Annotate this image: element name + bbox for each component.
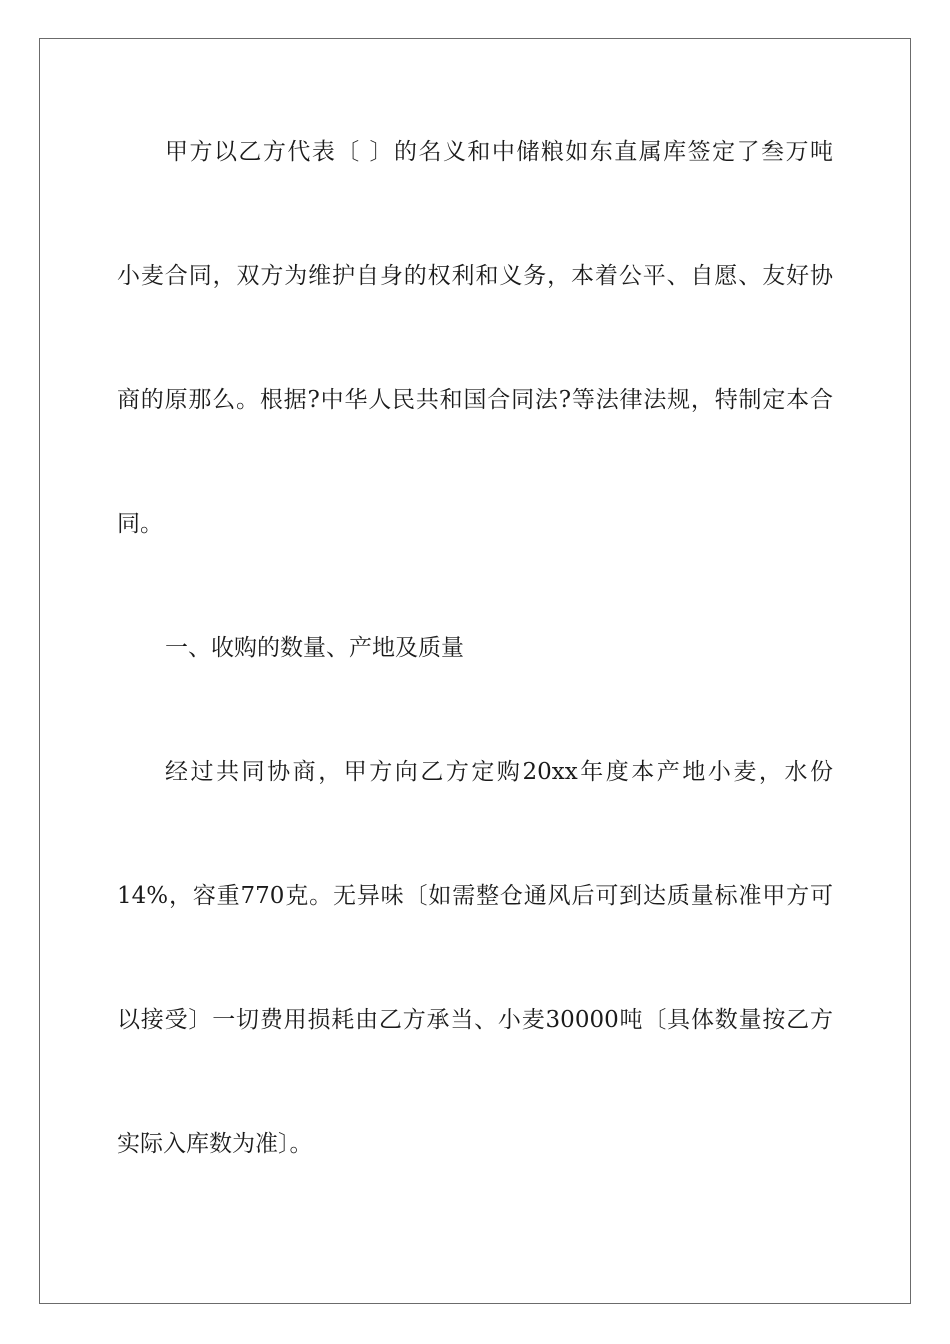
- paragraph-2-line-2: 14%，容重770克。无异味〔如需整仓通风后可到达质量标准甲方可: [117, 883, 833, 909]
- paragraph-1-line-1: 甲方以乙方代表〔 〕的名义和中储粮如东直属库签定了叁万吨: [165, 139, 833, 165]
- paragraph-2-line-3: 以接受〕一切费用损耗由乙方承当、小麦30000吨〔具体数量按乙方: [117, 1007, 833, 1033]
- paragraph-2-line-4: 实际入库数为准〕。: [117, 1131, 313, 1157]
- section-heading: 一、收购的数量、产地及质量: [165, 635, 464, 661]
- paragraph-1-line-3: 商的原那么。根据?中华人民共和国合同法?等法律法规，特制定本合: [117, 387, 833, 413]
- paragraph-1-line-2: 小麦合同，双方为维护自身的权利和义务，本着公平、自愿、友好协: [117, 263, 833, 289]
- paragraph-2-line-1: 经过共同协商，甲方向乙方定购20xx年度本产地小麦，水份: [165, 759, 833, 785]
- paragraph-1-line-4: 同。: [117, 511, 163, 537]
- page-border: [39, 38, 911, 1304]
